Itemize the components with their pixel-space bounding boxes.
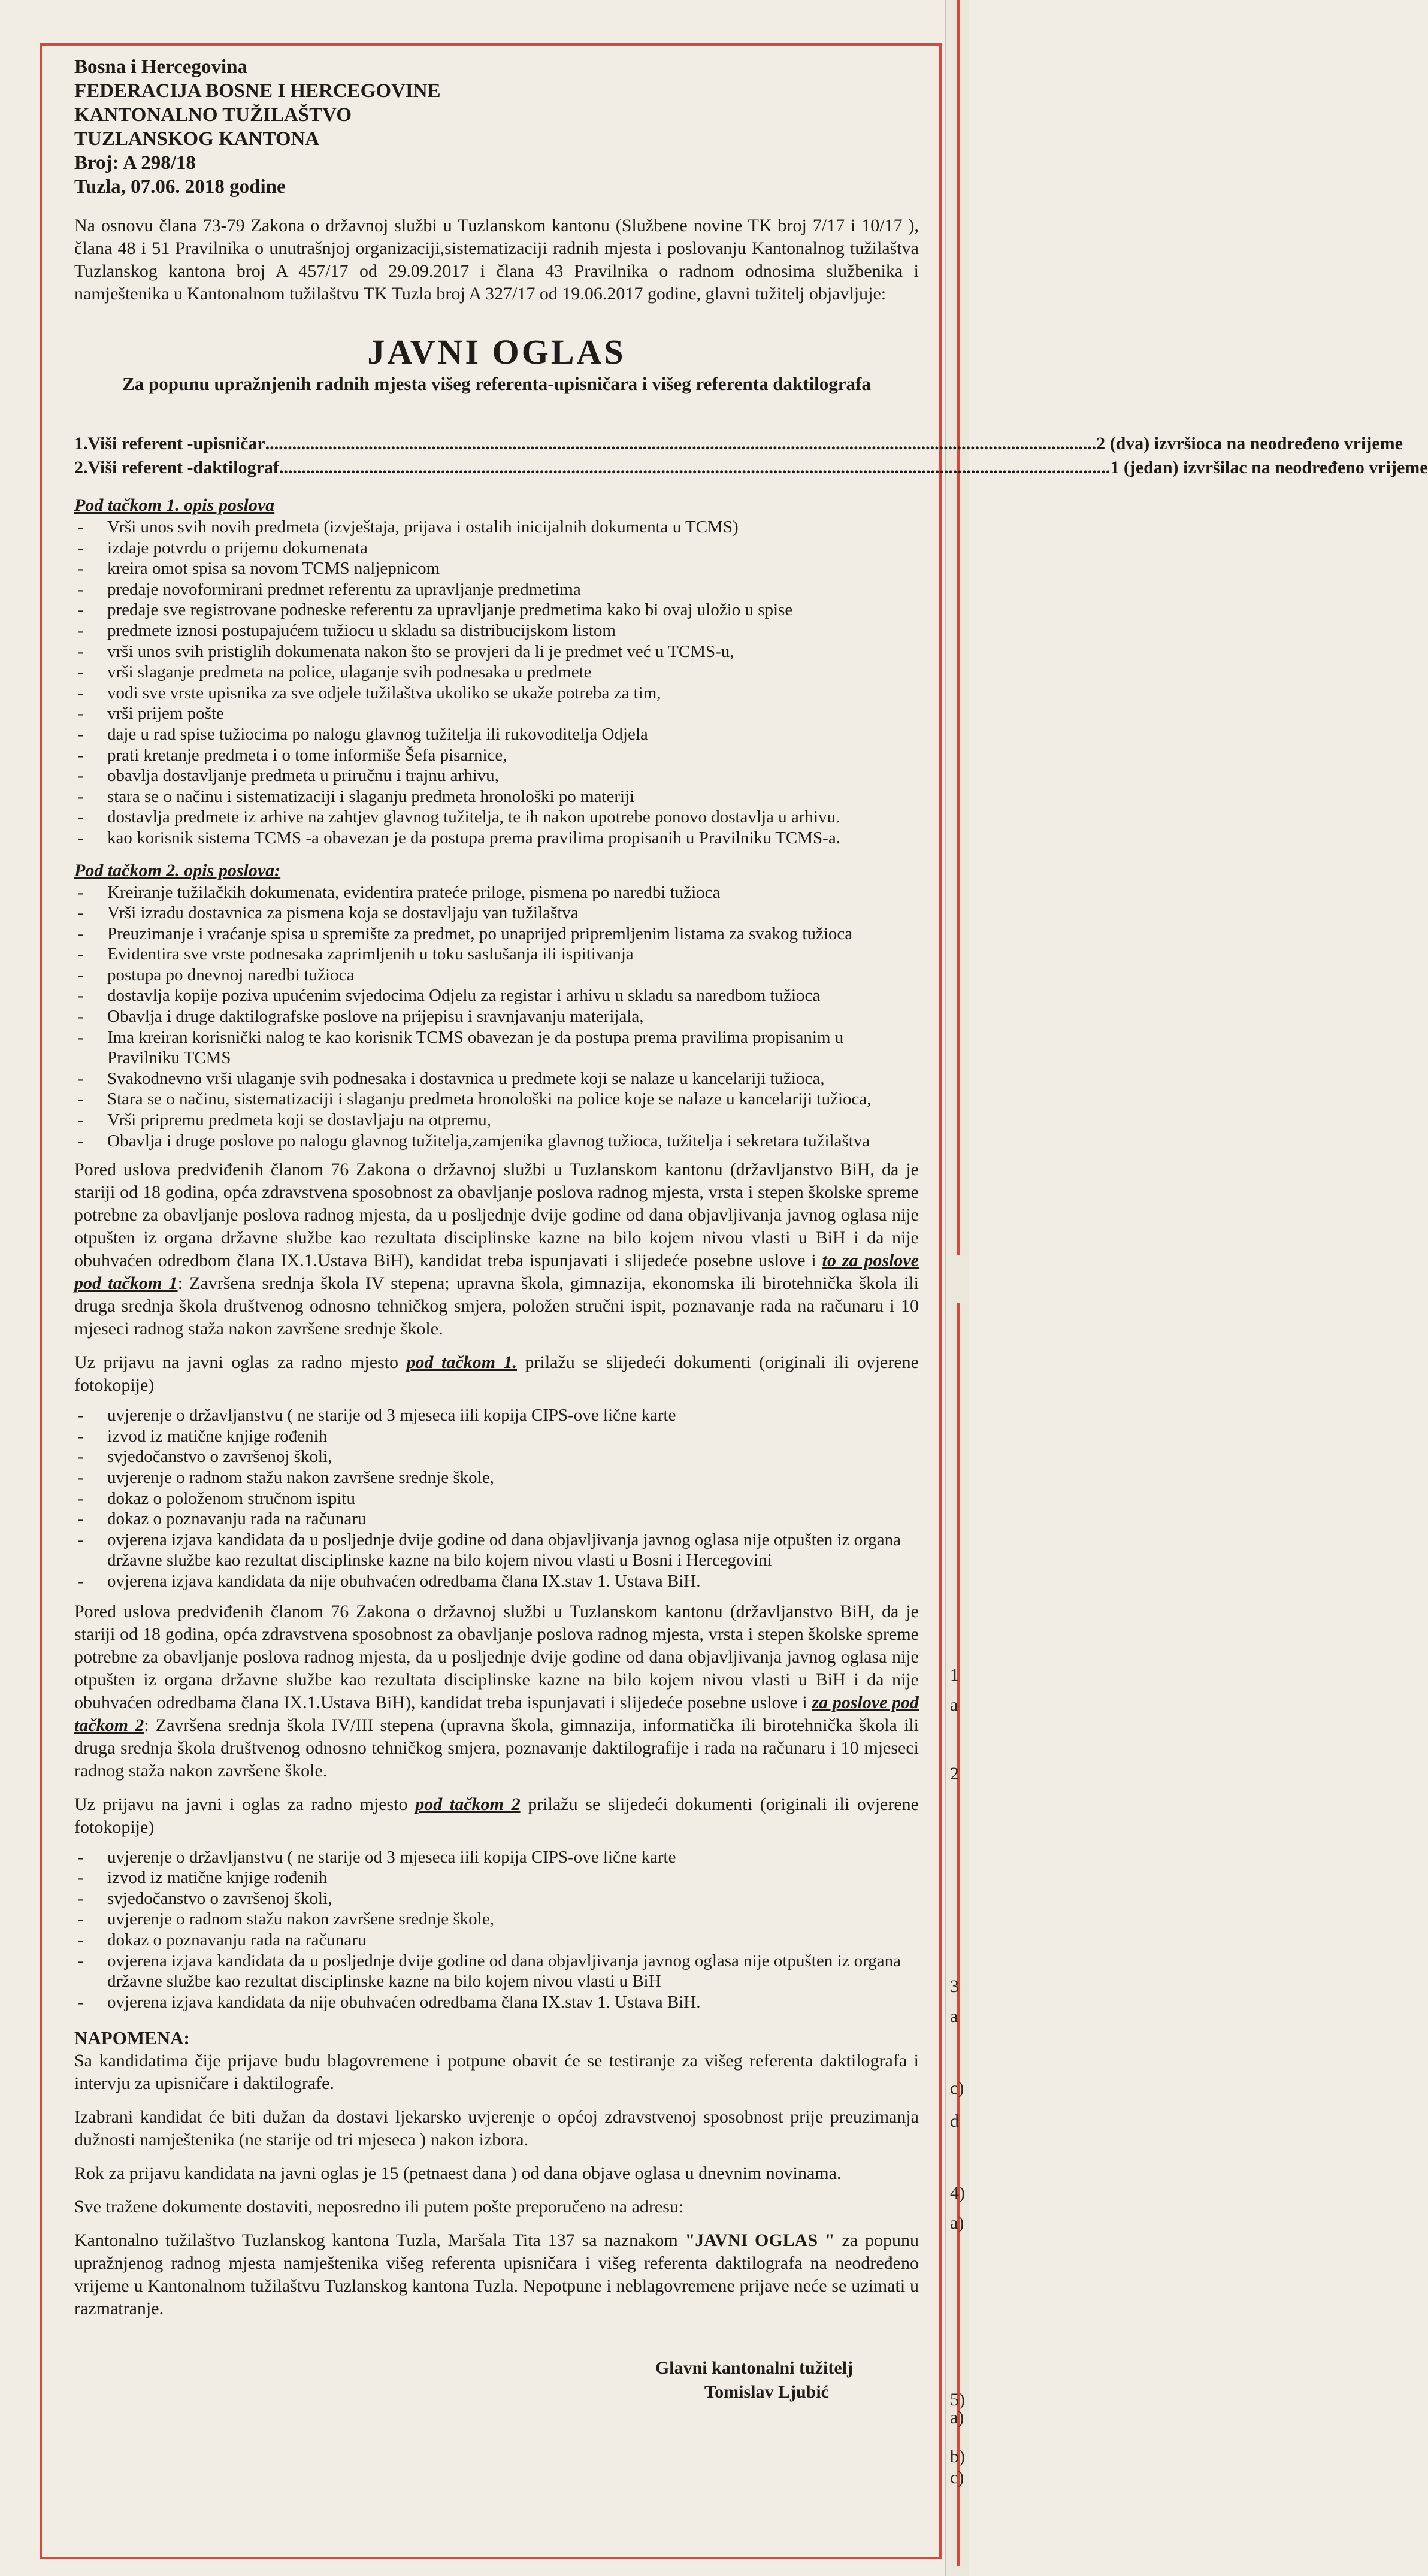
notice-title: JAVNI OGLAS (367, 332, 626, 371)
document-item: - izvod iz matične knjige rođenih (74, 1867, 919, 1888)
position-leader-dots: ......................................................................................................................................................................................... (265, 434, 1097, 453)
positions-list (74, 432, 1428, 480)
section1-duties-list (74, 517, 919, 849)
duty-item: - Svakodnevno vrši ulaganje svih podnesaka i dostavnica u predmete koji se nalaze u kancelariji tužioca, (74, 1068, 919, 1089)
duty-item: - stara se o načinu i sistematizaciji i slaganju predmeta hronološki po materiji (74, 786, 919, 807)
document-item: - ovjerena izjava kandidata da nije obuhvaćen odredbama člana IX.stav 1. Ustava BiH. (74, 1992, 919, 2013)
duty-item: - Vrši izradu dostavnica za pismena koja se dostavljaju van tužilaštva (74, 903, 919, 924)
documents2-emphasis: pod tačkom 2 (415, 1794, 521, 1814)
adjacent-page-glyph: 4) (950, 2183, 965, 2203)
adjacent-page-glyph: b) (950, 2447, 965, 2466)
duty-item: - dostavlja kopije poziva upućenim svjedocima Odjelu za registar i arhivu u skladu sa naredbom tužioca (74, 985, 919, 1006)
document-item: - uvjerenje o radnom stažu nakon završene srednje škole, (74, 1467, 919, 1488)
duty-item: - vrši prijem pošte (74, 703, 919, 724)
position-leader-dots: ......................................................................................................................................................................................... (279, 458, 1111, 477)
position-count: 2 (dva) izvršioca na neodređeno vrijeme (1096, 434, 1403, 453)
documents1-text: Uz prijavu na javni oglas za radno mjesto (74, 1352, 407, 1373)
header-office: KANTONALNO TUŽILAŠTVO (74, 104, 352, 126)
duty-item: - vrši unos svih pristiglih dokumenata nakon što se provjeri da li je predmet već u TCMS-u, (74, 641, 919, 662)
position-name: Viši referent -daktilograf (87, 458, 279, 477)
duty-item: - Preuzimanje i vraćanje spisa u spremište za predmet, po unaprijed pripremljenim listama za svakog tužioca (74, 924, 919, 945)
address-text-end: za popunu upražnjenog radnog mjesta namještenika višeg referenta upisničara i višeg referenta daktilografa na neodređeno vrijeme u Kantonalnom tužilaštvu Tuzlanskog kantona Tuzla. Nepotpune i neblagovremene prijave neće se uzimati u razmatranje. (74, 2230, 919, 2319)
duty-item: - Obavlja i druge daktilografske poslove na prijepisu i sravnjavanju materijala, (74, 1006, 919, 1027)
duty-item: - daje u rad spise tužiocima po nalogu glavnog tužitelja ili rukovoditelja Odjela (74, 724, 919, 745)
adjacent-page-glyph: a (950, 2006, 958, 2026)
adjacent-frame-line (957, 0, 960, 1255)
header-date: Tuzla, 07.06. 2018 godine (74, 176, 286, 198)
note-paragraph: Izabrani kandidat će biti dužan da dostavi ljekarsko uvjerenje o općoj zdravstvenoj sposobnost prije preuzimanja dužnosti namještenika (ne starije od tri mjeseca ) nakon izbora. (74, 2107, 919, 2150)
conditions2-emphasis: za poslove pod tačkom 2 (74, 1692, 919, 1735)
documents2-intro (74, 1793, 919, 1839)
document-item: - dokaz o poznavanju rada na računaru (74, 1509, 919, 1530)
adjacent-page-glyph: a (950, 1695, 958, 1715)
note-paragraph: Rok za prijavu kandidata na javni oglas je 15 (petnaest dana ) od dana objave oglasa u dnevnim novinama. (74, 2163, 842, 2184)
section1-heading: Pod tačkom 1. opis poslova (74, 495, 275, 515)
duty-item: - dostavlja predmete iz arhive na zahtjev glavnog tužitelja, te ih nakon upotrebe ponovo dostavlja u arhivu. (74, 807, 919, 828)
adjacent-page-glyph: c) (950, 2468, 964, 2487)
intro-paragraph: Na osnovu člana 73-79 Zakona o državnoj službi u Tuzlanskom kantonu (Službene novine TK broj 7/17 i 10/17 ), člana 48 i 51 Pravilnika o unutrašnjoj organizaciji,sistematizaciji radnih mjesta i poslovanju Kantonalnog tužilaštva Tuzlanskog kantona broj A 457/17 od 29.09.2017 i člana 43 Pravilnika o radnom odnosima službenika i namještenika u Kantonalnom tužilaštvu TK Tuzla broj A 327/17 od 19.06.2017 godine, glavni tužitelj objavljuje: (74, 216, 919, 304)
conditions2-paragraph (74, 1600, 919, 1782)
duty-item: - izdaje potvrdu o prijemu dokumenata (74, 538, 919, 559)
documents1-emphasis: pod tačkom 1. (406, 1352, 518, 1373)
documents2-text-end: prilažu se slijedeći dokumenti (originali ili ovjerene fotokopije) (74, 1794, 919, 1837)
document-item: - uvjerenje o radnom stažu nakon završene srednje škole, (74, 1909, 919, 1930)
document-item: - ovjerena izjava kandidata da u posljednje dvije godine od dana objavljivanja javnog oglasa nije otpušten iz organa državne službe kao rezultat disciplinske kazne na bilo kojem nivou vlasti u Bosni i Hercegovini (74, 1530, 919, 1571)
document-item: - izvod iz matične knjige rođenih (74, 1426, 919, 1447)
document-item: - uvjerenje o državljanstvu ( ne starije od 3 mjeseca iili kopija CIPS-ove lične karte (74, 1405, 919, 1426)
duty-item: - predaje novoformirani predmet referentu za upravljanje predmetima (74, 579, 919, 600)
documents2-list (74, 1847, 919, 2013)
header-federation: FEDERACIJA BOSNE I HERCEGOVINE (74, 80, 441, 102)
duty-item: - Vrši unos svih novih predmeta (izvještaja, prijava i ostalih inicijalnih dokumenta u TCMS) (74, 517, 919, 538)
document-item: - svjedočanstvo o završenoj školi, (74, 1888, 919, 1909)
duty-item: - predmete iznosi postupajućem tužiocu u skladu sa distribucijskom listom (74, 620, 919, 641)
adjacent-page-glyph: a) (950, 2408, 964, 2427)
header-number: Broj: A 298/18 (74, 152, 196, 174)
document-item: - dokaz o položenom stručnom ispitu (74, 1488, 919, 1509)
adjacent-page-glyph: d (950, 2111, 959, 2131)
adjacent-page-glyph: 2 (950, 1764, 959, 1784)
document-item: - ovjerena izjava kandidata da nije obuhvaćen odredbama člana IX.stav 1. Ustava BiH. (74, 1571, 919, 1592)
conditions1-text: Pored uslova predviđenih članom 76 Zakona o državnoj službi u Tuzlanskom kantonu (državljanstvo BiH, da je stariji od 18 godina, opća zdravstvena sposobnost za obavljanje poslova radnog mjesta, vrsta i stepen školske spreme potrebne za obavljanje poslova radnog mjesta, da u posljednje dvije godine od dana objavljivanja javnog oglasa nije otpušten iz organa državne službe kao rezultata disciplinske kazne na bilo kojem nivou vlasti u BiH i da nije obuhvaćen odredbom člana IX.1.Ustava BiH), kandidat treba ispunjavati i slijedeće posebne uslove i (74, 1160, 919, 1271)
duty-item: - vrši slaganje predmeta na police, ulaganje svih podnesaka u predmete (74, 662, 919, 683)
signature-role: Glavni kantonalni tužitelj (655, 2358, 853, 2378)
adjacent-page-glyph: 3 (950, 1976, 959, 1996)
duty-item: - Ima kreiran korisnički nalog te kao korisnik TCMS obavezan je da postupa prema pravilima propisanim u Pravilniku TCMS (74, 1027, 919, 1068)
document-item: - svjedočanstvo o završenoj školi, (74, 1446, 919, 1467)
adjacent-page-glyph: a) (950, 2213, 964, 2233)
header-country: Bosna i Hercegovina (74, 56, 248, 78)
note-paragraph: Sve tražene dokumente dostaviti, neposredno ili putem pošte preporučeno na adresu: (74, 2197, 684, 2217)
documents2-text: Uz prijavu na javni i oglas za radno mjesto (74, 1794, 416, 1814)
signature-block (74, 2356, 919, 2404)
adjacent-page-glyph: 5) (950, 2390, 965, 2409)
address-mark: "JAVNI OGLAS " (685, 2230, 835, 2251)
position-count: 1 (jedan) izvršilac na neodređeno vrijeme (1110, 458, 1428, 477)
conditions2-text-end: : Završena srednja škola IV/III stepena (upravna škola, gimnazija, informatička ili birotehnička škola ili druga srednja škola društvenog odnosno tehničkog smjera, poznavanje daktilografije i rada na računaru i 10 mjeseci radnog staža nakon završene škole. (74, 1715, 919, 1781)
adjacent-frame-line (957, 1303, 960, 2566)
notice-content (74, 55, 1428, 2404)
document-item: - uvjerenje o državljanstvu ( ne starije od 3 mjeseca iili kopija CIPS-ove lične karte (74, 1847, 919, 1868)
conditions2-text: Pored uslova predviđenih članom 76 Zakona o državnoj službi u Tuzlanskom kantonu (državljanstvo BiH, da je stariji od 18 godina, opća zdravstvena sposobnost za obavljanje poslova radnog mjesta, vrsta i stepen školske spreme potrebne za obavljanje poslova radnog mjesta, da u posljednje dvije godine od dana objavljivanja javnog oglasa nije otpušten iz organa državne službe kao rezultata disciplinske kazne na bilo kojem nivou vlasti u BiH i da nije obuhvaćen odredbama člana IX.1.Ustava BiH), kandidat treba ispunjavati i slijedeće posebne uslove i (74, 1601, 919, 1712)
duty-item: - Kreiranje tužilačkih dokumenata, evidentira prateće priloge, pismena po naredbi tužioca (74, 882, 919, 903)
position-row (74, 432, 1403, 456)
notice-subtitle: Za popunu upražnjenih radnih mjesta višeg referenta-upisničara i višeg referenta daktilografa (122, 373, 871, 394)
duty-item: - kao korisnik sistema TCMS -a obavezan je da postupa prema pravilima propisanih u Pravilniku TCMS-a. (74, 828, 919, 849)
documents1-text-end: prilažu se slijedeći dokumenti (originali ili ovjerene fotokopije) (74, 1352, 919, 1396)
address-paragraph (74, 2229, 919, 2320)
position-name: Viši referent -upisničar (87, 434, 265, 453)
section2-heading: Pod tačkom 2. opis poslova: (74, 860, 281, 880)
duty-item: - obavlja dostavljanje predmeta u priručnu i trajnu arhivu, (74, 765, 919, 786)
duty-item: - Obavlja i druge poslove po nalogu glavnog tužitelja,zamjenika glavnog tužioca, tužitelja i sekretara tužilaštva (74, 1131, 919, 1152)
duty-item: - vodi sve vrste upisnika za sve odjele tužilaštva ukoliko se ukaže potreba za tim, (74, 683, 919, 704)
note-label: NAPOMENA: (74, 2027, 190, 2049)
signature-name: Tomislav Ljubić (704, 2382, 829, 2402)
duty-item: - Stara se o načinu, sistematizaciji i slaganju predmeta hronološki na police koje se nalaze u kancelariji tužioca, (74, 1089, 919, 1110)
document-item: - dokaz o poznavanju rada na računaru (74, 1930, 919, 1951)
document-item: - ovjerena izjava kandidata da u posljednje dvije godine od dana objavljivanja javnog oglasa nije otpušten iz organa državne službe kao rezultat disciplinske kazne na bilo kojem nivou vlasti u BiH (74, 1951, 919, 1992)
position-number: 1. (74, 434, 88, 453)
conditions1-emphasis: to za poslove pod tačkom 1 (74, 1251, 919, 1294)
header-canton: TUZLANSKOG KANTONA (74, 128, 320, 150)
header-block (74, 55, 919, 199)
adjacent-page-glyph: 1 (950, 1665, 959, 1685)
duty-item: - postupa po dnevnoj naredbi tužioca (74, 965, 919, 986)
position-row (74, 456, 1428, 480)
address-text: Kantonalno tužilaštvo Tuzlanskog kantona Tuzla, Maršala Tita 137 sa naznakom (74, 2230, 685, 2251)
documents1-list (74, 1405, 919, 1591)
section2-duties-list (74, 882, 919, 1152)
duty-item: - Vrši pripremu predmeta koji se dostavljaju na otpremu, (74, 1110, 919, 1131)
duty-item: - prati kretanje predmeta i o tome informiše Šefa pisarnice, (74, 745, 919, 766)
note-paragraph: Sa kandidatima čije prijave budu blagovremene i potpune obavit će se testiranje za višeg referenta daktilografa i intervju za upisničare i daktilografe. (74, 2051, 919, 2094)
conditions1-text-end: : Završena srednja škola IV stepena; upravna škola, gimnazija, ekonomska ili birotehnička škola ili druga srednja škola društvenog odnosno tehničkog smjera, položen stručni ispit, poznavanje rada na računaru i 10 mjeseci radnog staža nakon završene srednje škole. (74, 1273, 919, 1339)
position-number: 2. (74, 458, 88, 477)
duty-item: - Evidentira sve vrste podnesaka zaprimljenih u toku saslušanja ili ispitivanja (74, 944, 919, 965)
duty-item: - kreira omot spisa sa novom TCMS naljepnicom (74, 558, 919, 579)
adjacent-page-glyph: c) (950, 2078, 964, 2098)
documents1-intro (74, 1351, 919, 1397)
conditions1-paragraph (74, 1158, 919, 1340)
duty-item: - predaje sve registrovane podneske referentu za upravljanje predmetima kako bi ovaj uložio u spise (74, 600, 919, 620)
